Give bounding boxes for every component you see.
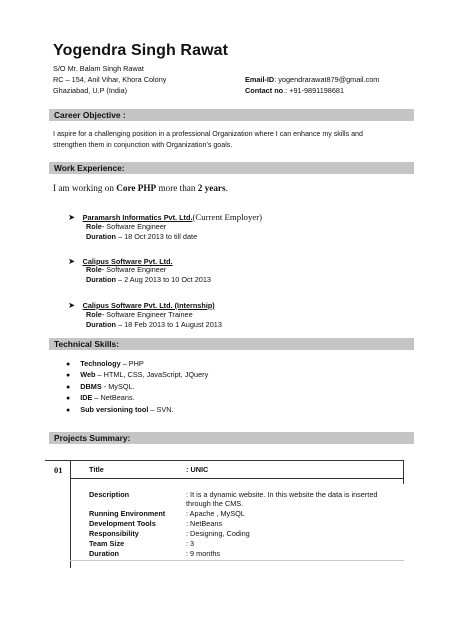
skill-value: - MySQL. xyxy=(101,382,135,391)
work-intro-pre: I am working on xyxy=(53,183,117,193)
job-role xyxy=(86,222,166,231)
technical-skills-title: Technical Skills: xyxy=(54,339,120,349)
job-role xyxy=(86,310,193,319)
career-objective-title: Career Objective : xyxy=(54,110,126,120)
project-field-label: Responsibility xyxy=(89,529,139,538)
skill-value: – PHP xyxy=(120,359,144,368)
project-field-value xyxy=(186,490,377,508)
projects-summary-header xyxy=(49,432,414,444)
bullet-dot-icon: ● xyxy=(66,372,71,379)
job-role-label: Role xyxy=(86,222,102,231)
projects-summary-title: Projects Summary: xyxy=(54,433,131,443)
job-duration-label: Duration xyxy=(86,232,116,241)
skill-item xyxy=(66,382,135,392)
job-duration xyxy=(86,320,222,329)
skill-label: IDE xyxy=(80,393,93,402)
job-duration-value: – 2 Aug 2013 to 10 Oct 2013 xyxy=(116,275,211,284)
job-duration-value: – 18 Feb 2013 to 1 August 2013 xyxy=(116,320,222,329)
job-role-value: - Software Engineer xyxy=(101,222,167,231)
skill-item xyxy=(66,370,208,380)
email-label: Email-ID xyxy=(245,75,275,84)
job-company: Paramarsh Informatics Pvt. Ltd. xyxy=(82,213,193,222)
project-field-value: : 3 xyxy=(186,539,195,548)
address-line-2: RC – 154, Anil Vihar, Khora Colony xyxy=(53,75,167,84)
project-description-line-2: through the CMS. xyxy=(186,499,244,508)
table-top-border xyxy=(45,460,404,461)
work-experience-header xyxy=(49,162,414,174)
project-field-value: : NetBeans xyxy=(186,519,223,528)
career-objective-header xyxy=(49,109,414,121)
arrow-bullet-icon: ➤ xyxy=(68,212,76,222)
project-title-label: Title xyxy=(89,465,104,474)
table-column-divider xyxy=(70,460,71,568)
project-field-label: Development Tools xyxy=(89,519,156,528)
contact-label: Contact no xyxy=(245,86,284,95)
email-value: : yogendrarawat879@gmail.com xyxy=(274,75,380,84)
skill-label: Technology xyxy=(80,359,121,368)
work-intro xyxy=(53,183,228,193)
project-description-line-1: : It is a dynamic website. In this website the data is inserted xyxy=(186,490,378,499)
job-duration xyxy=(86,232,197,241)
table-right-border xyxy=(403,460,404,484)
skill-item xyxy=(66,405,174,415)
address-line-3: Ghaziabad, U.P (India) xyxy=(53,86,128,95)
skill-label: Sub versioning tool xyxy=(80,405,149,414)
job-duration xyxy=(86,275,211,284)
job-note: (Current Employer) xyxy=(192,212,263,222)
skill-item xyxy=(66,393,135,403)
skill-item xyxy=(66,359,144,369)
job-duration-label: Duration xyxy=(86,275,116,284)
job-company: Calipus Software Pvt. Ltd. xyxy=(82,257,173,266)
skill-label: DBMS xyxy=(80,382,102,391)
work-experience-title: Work Experience: xyxy=(54,163,125,173)
work-intro-years: 2 years xyxy=(197,183,226,193)
table-row-divider xyxy=(70,478,404,479)
job-role-label: Role xyxy=(86,310,102,319)
project-title-value: : UNIC xyxy=(186,465,209,474)
job-role-label: Role xyxy=(86,265,102,274)
bullet-dot-icon: ● xyxy=(66,361,71,368)
job-role-value: - Software Engineer Trainee xyxy=(101,310,193,319)
project-field-label: Running Environment xyxy=(89,509,166,518)
job-duration-label: Duration xyxy=(86,320,116,329)
project-number: 01 xyxy=(54,465,63,475)
career-objective-text xyxy=(53,129,413,150)
technical-skills-header xyxy=(49,338,414,350)
bullet-dot-icon: ● xyxy=(66,407,71,414)
skill-label: Web xyxy=(80,370,96,379)
arrow-bullet-icon: ➤ xyxy=(68,256,76,266)
project-field-value: : Designing, Coding xyxy=(186,529,250,538)
contact-value: .: +91-9891198681 xyxy=(283,86,345,95)
email-line xyxy=(245,75,379,84)
career-objective-line-1: I aspire for a challenging position in a professional Organization where I can enhance my skills and xyxy=(53,130,363,138)
work-intro-mid: more than xyxy=(156,183,198,193)
skill-value: – NetBeans. xyxy=(92,393,135,402)
table-bottom-border xyxy=(70,560,404,561)
arrow-bullet-icon: ➤ xyxy=(68,300,76,310)
candidate-name: Yogendra Singh Rawat xyxy=(53,42,229,59)
work-intro-end: . xyxy=(225,183,228,193)
job-duration-value: – 18 Oct 2013 to till date xyxy=(116,232,198,241)
job-company: Calipus Software Pvt. Ltd. (Internship) xyxy=(82,301,215,310)
project-field-label: Team Size xyxy=(89,539,125,548)
bullet-dot-icon: ● xyxy=(66,384,71,391)
work-intro-tech: Core PHP xyxy=(116,183,157,193)
address-line-1: S/O Mr. Balam Singh Rawat xyxy=(53,64,144,73)
project-field-label: Description xyxy=(89,490,130,499)
project-field-value: : Apache , MySQL xyxy=(186,509,245,518)
bullet-dot-icon: ● xyxy=(66,395,71,402)
skill-value: – SVN. xyxy=(148,405,174,414)
career-objective-line-2: strengthen them in conjunction with Organization’s goals. xyxy=(53,140,233,149)
skill-value: – HTML, CSS, JavaScript, JQuery xyxy=(95,370,209,379)
job-role xyxy=(86,265,166,274)
project-field-label: Duration xyxy=(89,549,119,558)
contact-line xyxy=(245,86,344,95)
project-field-value: : 9 months xyxy=(186,549,221,558)
job-role-value: - Software Engineer xyxy=(101,265,167,274)
